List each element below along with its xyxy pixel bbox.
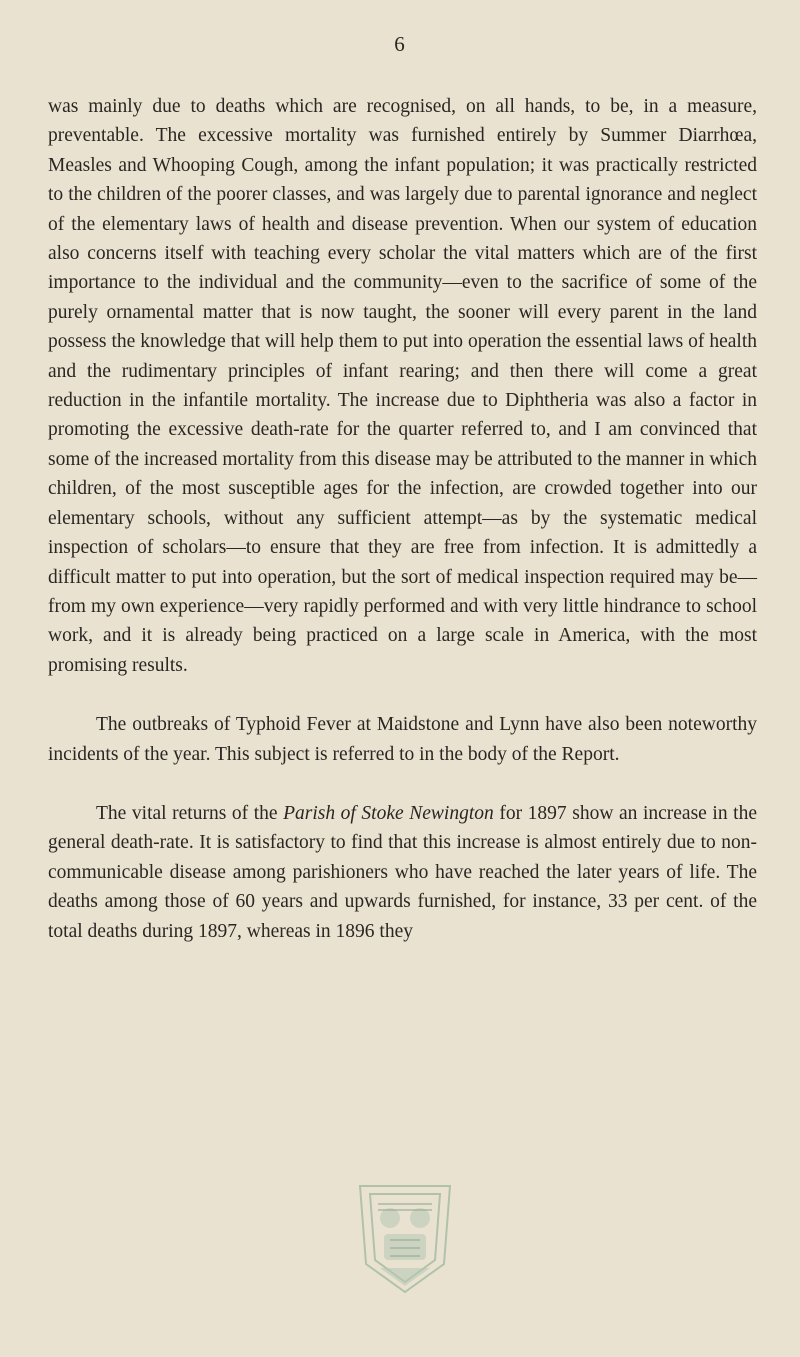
parish-name: Parish of Stoke Newington [283, 802, 494, 824]
paragraph-stoke-newington [48, 799, 757, 946]
paragraph-typhoid: The outbreaks of Typhoid Fever at Maidstone and Lynn have also been noteworthy incidents of the year. This subject is referred to in the body of the Report. [48, 714, 757, 765]
page-number: 6 [394, 32, 406, 56]
body-text [48, 92, 757, 946]
paragraph-rest: for 1897 show an increase in the general death-rate. It is satisfactory to find that this increase is almost entirely due to non-communicable disease among parishioners who have reached the later years of life. The deaths among those of 60 years and upwards furnished, for instance, 33 per cent. of the total deaths during 1897, whereas in 1896 they [48, 802, 757, 942]
paragraph-lead: The vital returns of the [96, 802, 284, 824]
paragraph-continued: was mainly due to deaths which are recognised, on all hands, to be, in a measure, preventable. The excessive mortality was furnished entirely by Summer Diarrhœa, Measles and Whooping Cough, among the infant population; it was practically restricted to the children of the poorer classes, and was largely due to parental ignorance and neglect of the elementary laws of health and disease prevention. When our system of education also concerns itself with teaching every scholar the vital matters which are of the first importance to the individual and the community—even to the sacrifice of some of the purely ornamental matter that is now taught, the sooner will every parent in the land possess the knowledge that will help them to put into operation the essential laws of health and the rudimentary principles of infant rearing; and then there will come a great reduction in the infantile mortality. The increase due to Diphtheria was also a factor in promoting the excessive death-rate for the quarter referred to, and I am convinced that some of the increased mortality from this disease may be attributed to the manner in which children, of the most susceptible ages for the infection, are crowded together into our elementary schools, without any sufficient attempt—as by the systematic medical inspection of scholars—to ensure that they are free from infection. It is admittedly a difficult matter to put into operation, but the sort of medical inspection required may be—from my own experience—very rapidly performed and with very little hindrance to school work, and it is already being practiced on a large scale in America, with the most promising results. [48, 96, 757, 676]
library-stamp-icon [340, 1168, 470, 1298]
